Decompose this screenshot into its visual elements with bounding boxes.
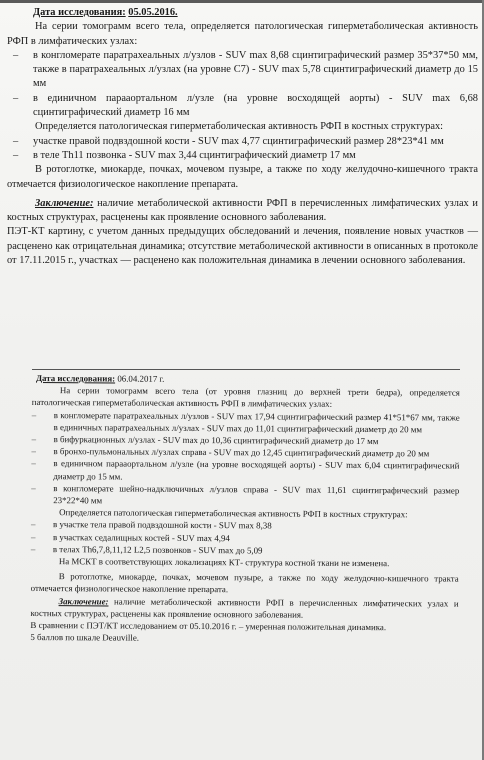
lymph-item: – в единичном парааортальном л/узле (на уровне восходящей аорты) - SUV max 6,68 сцинтиграфический диаметр 16 мм: [7, 92, 478, 121]
date-label: Дата исследования:: [35, 373, 116, 384]
conclusion: [30, 595, 458, 622]
lymph-item: – в конгломерате паратрахеальных л/узлов - SUV max 17,94 сцинтиграфический размер 41*51*67 мм, также в единичных паратрахеальных л/узлах - SUV max до 11,01 сцинтиграфический диаметр до 20 мм: [31, 409, 460, 435]
conclusion-text: наличие метаболической активности РФП в перечисленных лимфатических узлах и костных структурах, расценены как проявление основного заболевания.: [30, 596, 459, 620]
bone-item: – в участке тела правой подвздошной кости - SUV max 8,38: [31, 518, 459, 533]
lymph-item: – в конгломерате шейно-надключичных л/узлов справа - SUV max 11,61 сцинтиграфический размер 23*22*40 мм: [31, 482, 459, 509]
bone-item-text: в участках седалищных костей - SUV max 4,94: [52, 531, 230, 543]
comparison-text: В сравнении с ПЭТ/КТ исследованием от 05.10.2016 г. – умеренная положительная динамика.: [30, 620, 387, 633]
deauville-score: 5 баллов по шкале Deauville.: [30, 632, 140, 643]
date-label: Дата исследования:: [33, 7, 126, 18]
bone-item: – в участках седалищных костей - SUV max 4,94: [31, 531, 459, 546]
bone-item-text: в теле Th11 позвонка - SUV max 3,44 сцинтиграфический диаметр 17 мм: [33, 149, 356, 161]
bone-item-text: участке правой подвздошной кости - SUV max 4,77 сцинтиграфический размер 28*23*41 мм: [33, 135, 444, 147]
conclusion-text: наличие метаболической активности РФП в перечисленных лимфатических узлах и костных структурах, расценены как проявление основного заболевания.: [7, 197, 478, 224]
lymph-item-text: в единичном парааортальном л/узле (на уровне восходящей аорты) - SUV max 6,04 сцинтиграфический диаметр до 15 мм.: [53, 458, 460, 482]
lymph-item-text: в бронхо-пульмональных л/узлах справа - SUV max до 12,45 сцинтиграфический диаметр до 20 мм: [53, 446, 430, 459]
bone-item-text: в телах Th6,7,8,11,12 L2,5 позвонков - SUV max до 5,09: [52, 543, 263, 556]
bone-item: – в теле Th11 позвонка - SUV max 3,44 сцинтиграфический диаметр 17 мм: [7, 149, 478, 163]
pasted-sheet-edge: [32, 369, 460, 370]
report-2016: [7, 6, 478, 268]
physiological-uptake: В ротоглотке, миокарде, почках, мочевом пузыре, а также по ходу желудочно-кишечного тракта отмечается физиологическое накопление препарата.: [30, 571, 459, 595]
msct-note: На МСКТ в соответствующих локализациях КТ- структура костной ткани не изменена.: [58, 556, 390, 569]
date-value: 05.05.2016.: [128, 7, 178, 18]
lymph-item-text: в единичном парааортальном л/узле (на уровне восходящей аорты) - SUV max 6,68 сцинтиграфический диаметр 16 мм: [33, 92, 478, 119]
bone-intro: Определяется патологическая гиперметаболическая активность РФП в костных структурах:: [35, 121, 444, 133]
lymph-item-text: в конгломерате шейно-надключичных л/узлов справа - SUV max 11,61 сцинтиграфический размер 23*22*40 мм: [53, 482, 460, 506]
lymph-item: – в бифуркационных л/узлах - SUV max до 10,36 сцинтиграфический диаметр до 17 мм: [32, 433, 460, 448]
conclusion-label: Заключение:: [58, 595, 109, 607]
bone-item-text: в участке тела правой подвздошной кости - SUV max 8,38: [53, 519, 272, 531]
lymph-item-text: в конгломерате паратрахеальных л/узлов - SUV max 8,68 сцинтиграфический размер 35*37*50 мм, также в паратрахеальных л/узлах (на уровне С7) - SUV max 5,78 сцинтиграфический диаметр до 15 мм: [33, 49, 478, 90]
conclusion-label: Заключение:: [35, 197, 94, 209]
lymph-intro: На серии томограмм всего тела (от уровня глазниц до верхней трети бедра), определяется патологическая гиперметаболическая активность РФП в лимфатических узлах:: [31, 385, 460, 410]
lymph-intro: На серии томограмм всего тела, определяется патологическая гиперметаболическая активность РФП в лимфатических узлах:: [7, 21, 478, 47]
scan-top-edge: [0, 0, 484, 3]
lymph-item: – в единичном парааортальном л/узле (на уровне восходящей аорты) - SUV max 6,04 сцинтиграфический диаметр до 15 мм.: [31, 457, 459, 484]
date-value: 06.04.2017 г.: [117, 373, 165, 384]
report-date-line: [7, 6, 478, 20]
lymph-item: – в конгломерате паратрахеальных л/узлов - SUV max 8,68 сцинтиграфический размер 35*37*50 мм, также в паратрахеальных л/узлах (на уровне С7) - SUV max 5,78 сцинтиграфический диаметр до 15 мм: [7, 49, 478, 92]
lymph-item-text: в бифуркационных л/узлах - SUV max до 10,36 сцинтиграфический диаметр до 17 мм: [53, 434, 379, 447]
conclusion: [7, 197, 478, 226]
report-2017: [30, 372, 460, 646]
bone-item: – участке правой подвздошной кости - SUV max 4,77 сцинтиграфический размер 28*23*41 мм: [7, 135, 478, 149]
lymph-item: – в бронхо-пульмональных л/узлах справа - SUV max до 12,45 сцинтиграфический диаметр до 20 мм: [31, 445, 459, 460]
bone-intro: Определяется патологическая гиперметаболическая активность РФП в костных структурах:: [59, 507, 408, 520]
comparison-text: ПЭТ-КТ картину, с учетом данных предыдущих обследований и лечения, появление новых участков — расценено как отрицательная динамика; отсутствие метаболической активности в описанных в протоколе от 17.11.2015 г., участках — расценено как положительная динамика в лечении основного заболевания.: [7, 226, 478, 267]
lymph-item-text: в конгломерате паратрахеальных л/узлов - SUV max 17,94 сцинтиграфический размер 41*51*67 мм, также в единичных паратрахеальных л/узлах - SUV max до 11,01 сцинтиграфический диаметр до 20 мм: [53, 409, 460, 435]
bone-item: – в телах Th6,7,8,11,12 L2,5 позвонков - SUV max до 5,09: [31, 543, 459, 558]
physiological-uptake: В ротоглотке, миокарде, почках, мочевом пузыре, а также по ходу желудочно-кишечного тракта отмечается физиологическое накопление препарата.: [7, 164, 478, 190]
